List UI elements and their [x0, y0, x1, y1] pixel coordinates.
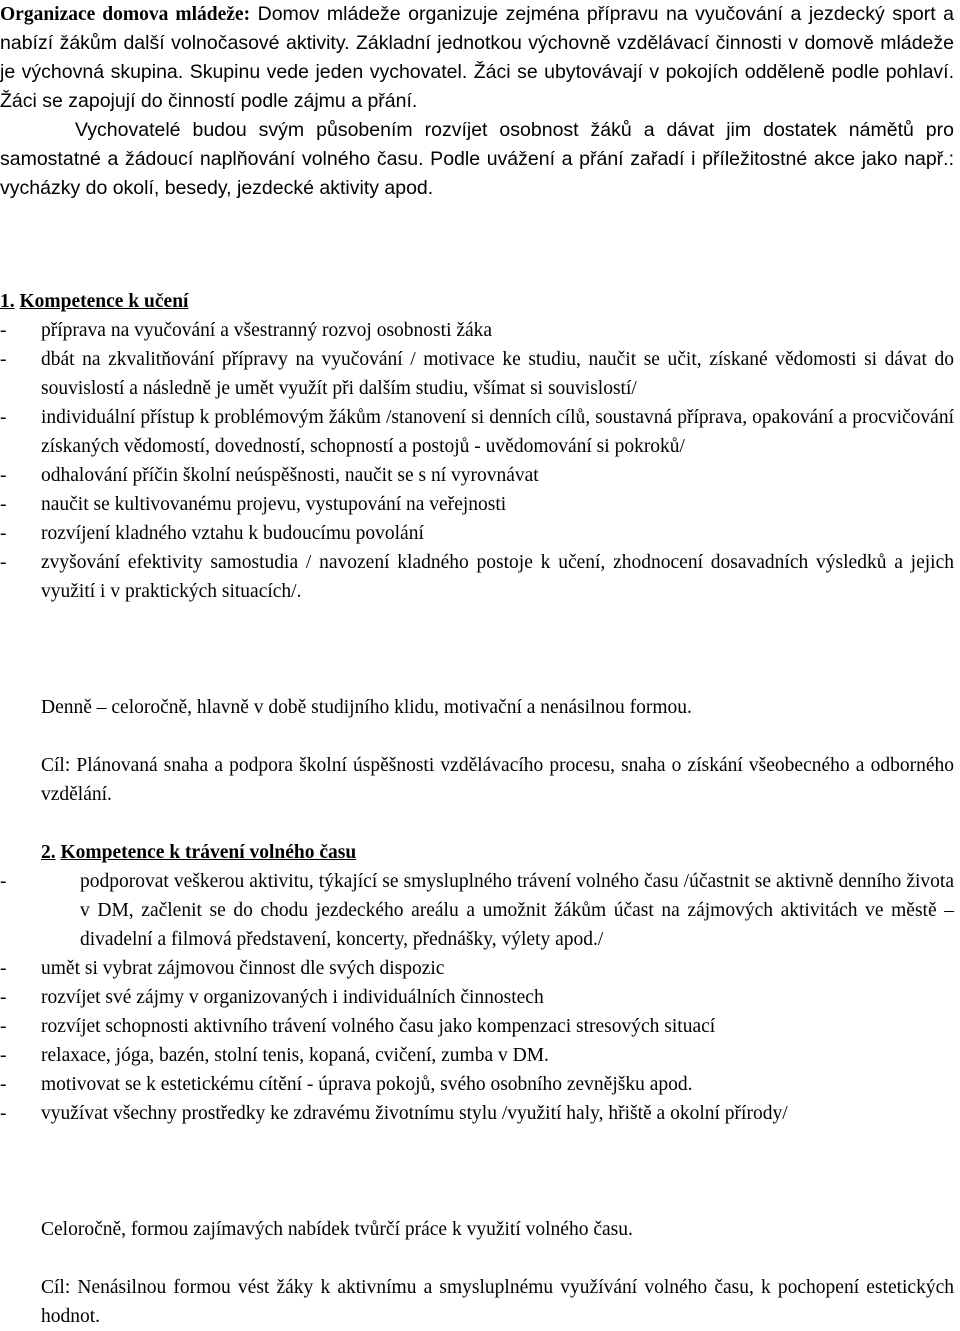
intro-block	[0, 0, 954, 203]
list-item: - motivovat se k estetickému cítění - úprava pokojů, svého osobního zevnějšku apod.	[0, 1070, 954, 1099]
section-2-frequency: Celoročně, formou zajímavých nabídek tvůrčí práce k využití volného času.	[41, 1219, 633, 1240]
section-1-number: 1.	[0, 291, 15, 312]
list-item: - rozvíjet své zájmy v organizovaných i individuálních činnostech	[0, 983, 954, 1012]
section-2-number: 2.	[41, 842, 56, 863]
list-item: - relaxace, jóga, bazén, stolní tenis, kopaná, cvičení, zumba v DM.	[0, 1041, 954, 1070]
section-2-goal: Cíl: Nenásilnou formou vést žáky k aktivnímu a smysluplnému využívání volného času, k pochopení estetických hodnot.	[41, 1277, 954, 1327]
section-2	[41, 838, 954, 867]
list-item: - dbát na zkvalitňování přípravy na vyučování / motivace ke studiu, naučit se učit, získané vědomosti si dávat do souvislostí a následně je umět využít při dalším studiu, všímat si souvislostí/	[0, 345, 954, 403]
list-item: - zvyšování efektivity samostudia / navození kladného postoje k učení, zhodnocení dosavadních výsledků a jejich využití i v praktických situacích/.	[0, 548, 954, 606]
section-2-heading	[41, 838, 954, 867]
list-item: - využívat všechny prostředky ke zdravému životnímu stylu /využití haly, hřiště a okolní přírody/	[0, 1099, 954, 1128]
list-item: - příprava na vyučování a všestranný rozvoj osobnosti žáka	[0, 316, 954, 345]
section-1-heading	[0, 287, 954, 316]
list-item: - individuální přístup k problémovým žákům /stanovení si denních cílů, soustavná příprava, opakování a procvičování získaných vědomostí, dovedností, schopností a postojů - uvědomování si pokroků/	[0, 403, 954, 461]
list-item: - umět si vybrat zájmovou činnost dle svých dispozic	[0, 954, 954, 983]
intro-text: Domov mládeže organizuje zejména přípravu na vyučování a jezdecký sport a nabízí žákům další volnočasové aktivity. Základní jednotkou výchovně vzdělávací činnosti v domově mládeže je výchovná skupina. Skupinu vede jeden vychovatel. Žáci se ubytovávají v pokojích odděleně podle pohlaví. Žáci se zapojují do činností podle zájmu a přání.	[0, 3, 954, 112]
list-item: - naučit se kultivovanému projevu, vystupování na veřejnosti	[0, 490, 954, 519]
section-1	[0, 287, 954, 606]
list-item: - podporovat veškerou aktivitu, týkající se smysluplného trávení volného času /účastnit se aktivně denního života v DM, začlenit se do chodu jezdeckého areálu a umožnit žákům účast na zájmových aktivitách ve městě – divadelní a filmová představení, koncerty, přednášky, výlety apod./	[0, 867, 954, 954]
intro-paragraph-1	[0, 0, 954, 116]
intro-paragraph-2: Vychovatelé budou svým působením rozvíjet osobnost žáků a dávat jim dostatek námětů pro samostatné a žádoucí naplňování volného času. Podle uvážení a přání zařadí i příležitostné akce jako např.: vycházky do okolí, besedy, jezdecké aktivity apod.	[0, 119, 954, 199]
section-2-title: Kompetence k trávení volného času	[60, 842, 357, 863]
list-item: - rozvíjet schopnosti aktivního trávení volného času jako kompenzaci stresových situací	[0, 1012, 954, 1041]
section-2-list	[0, 867, 954, 1128]
section-1-frequency: Denně – celoročně, hlavně v době studijního klidu, motivační a nenásilnou formou.	[41, 697, 692, 718]
section-2-body	[0, 867, 954, 1128]
section-1-goal: Cíl: Plánovaná snaha a podpora školní úspěšnosti vzdělávacího procesu, snaha o získání všeobecného a odborného vzdělání.	[41, 755, 954, 805]
list-item: - odhalování příčin školní neúspěšnosti, naučit se s ní vyrovnávat	[0, 461, 954, 490]
section-1-list	[0, 316, 954, 606]
intro-label: Organizace domova mládeže:	[0, 4, 251, 25]
section-1-title: Kompetence k učení	[19, 291, 189, 312]
list-item: - rozvíjení kladného vztahu k budoucímu povolání	[0, 519, 954, 548]
